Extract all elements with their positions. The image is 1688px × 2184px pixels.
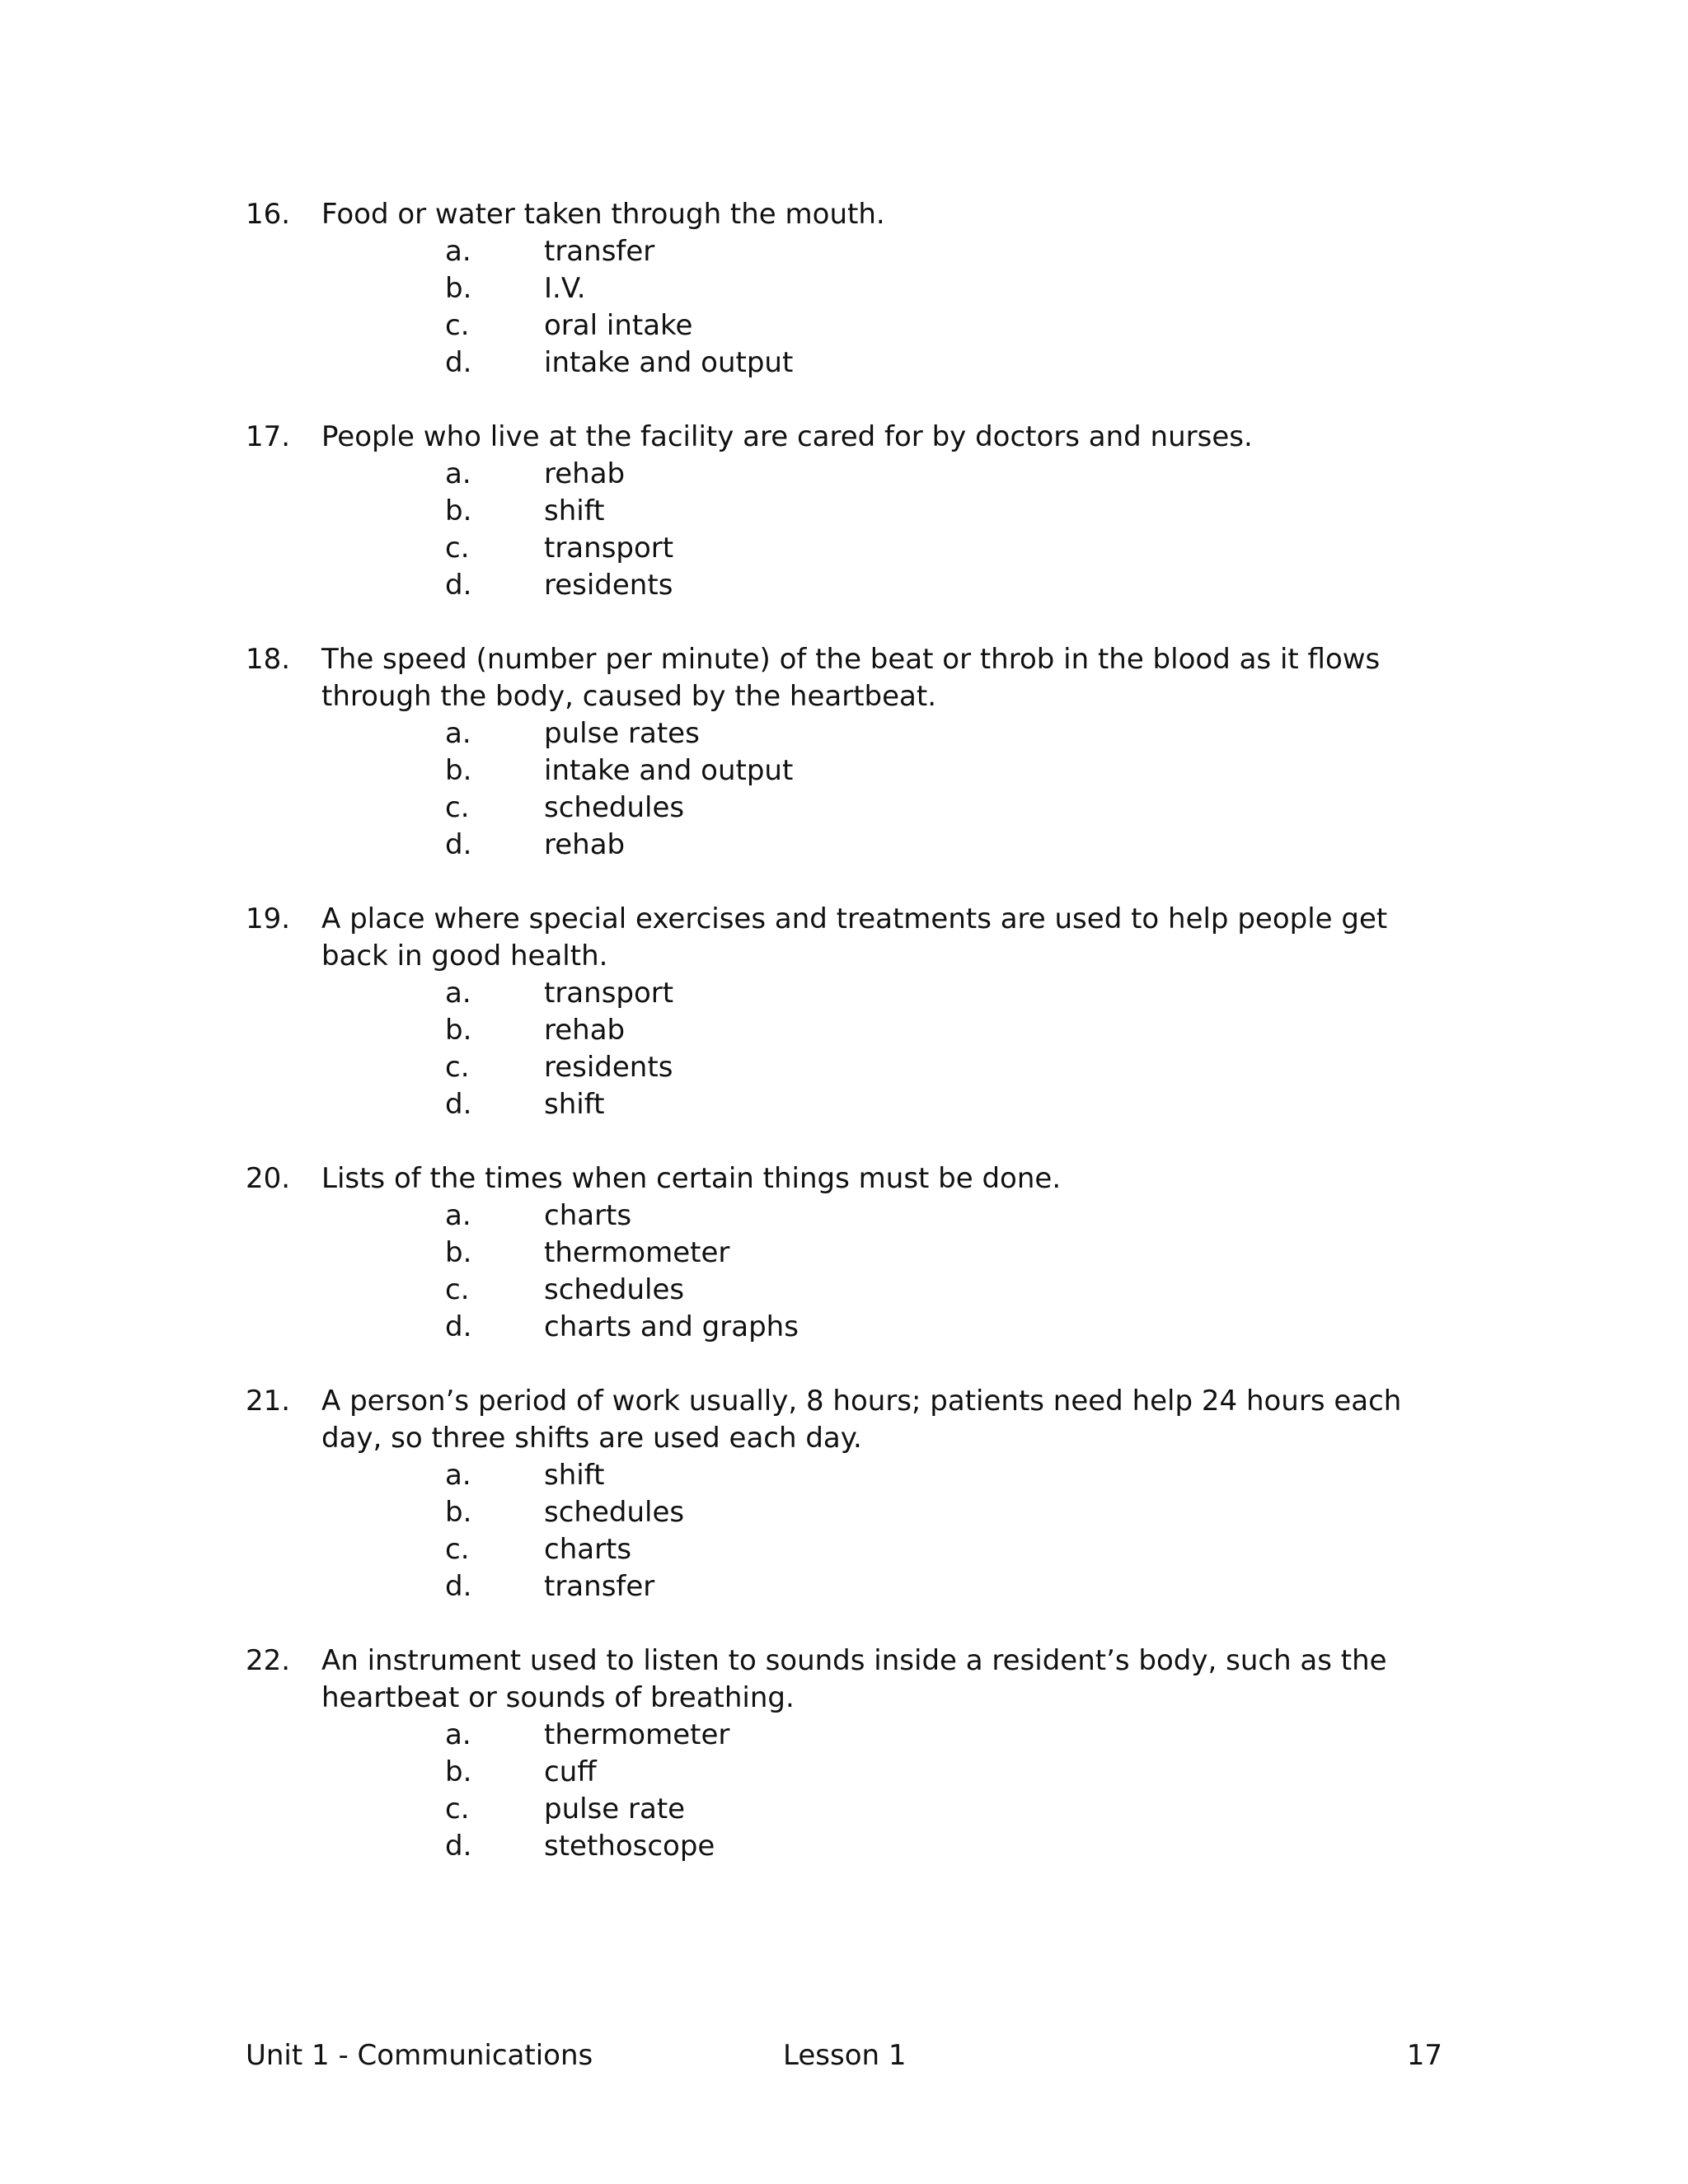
option-letter: a. bbox=[445, 1199, 471, 1232]
option-text: charts bbox=[544, 1199, 632, 1232]
answer-option bbox=[246, 1531, 1457, 1568]
option-text: transport bbox=[544, 977, 674, 1010]
answer-option bbox=[246, 827, 1457, 864]
answer-options bbox=[246, 975, 1457, 1123]
question-stem bbox=[246, 1160, 1457, 1197]
answer-option bbox=[246, 1828, 1457, 1865]
option-text: transfer bbox=[544, 235, 655, 268]
question-item bbox=[246, 641, 1457, 864]
question-item bbox=[246, 1160, 1457, 1346]
question-stem bbox=[246, 419, 1457, 456]
option-text: rehab bbox=[544, 828, 626, 861]
question-item bbox=[246, 419, 1457, 604]
question-list bbox=[246, 196, 1457, 1902]
option-letter: a. bbox=[445, 1718, 471, 1751]
option-text: transfer bbox=[544, 1570, 655, 1603]
question-text: The speed (number per minute) of the beat or throb in the blood as it flows through the body, caused by the heartbeat. bbox=[321, 643, 1381, 713]
option-text: shift bbox=[544, 494, 605, 527]
option-letter: a. bbox=[445, 717, 471, 750]
option-text: transport bbox=[544, 532, 674, 565]
answer-option bbox=[246, 233, 1457, 270]
answer-option bbox=[246, 1791, 1457, 1828]
question-text: Food or water taken through the mouth. bbox=[321, 198, 885, 231]
question-number: 19. bbox=[246, 902, 291, 935]
option-letter: b. bbox=[445, 1014, 472, 1047]
answer-option bbox=[246, 1754, 1457, 1791]
answer-option bbox=[246, 1272, 1457, 1309]
option-letter: d. bbox=[445, 346, 472, 379]
option-text: residents bbox=[544, 1051, 673, 1084]
option-text: rehab bbox=[544, 1014, 626, 1047]
option-letter: d. bbox=[445, 1830, 472, 1863]
option-letter: c. bbox=[445, 791, 470, 824]
answer-option bbox=[246, 752, 1457, 790]
option-text: thermometer bbox=[544, 1718, 730, 1751]
option-letter: a. bbox=[445, 1459, 471, 1492]
option-text: residents bbox=[544, 569, 673, 602]
question-number: 22. bbox=[246, 1644, 291, 1677]
option-letter: c. bbox=[445, 1793, 470, 1825]
question-number: 21. bbox=[246, 1385, 291, 1418]
option-text: charts and graphs bbox=[544, 1310, 799, 1343]
option-letter: b. bbox=[445, 1755, 472, 1788]
option-letter: d. bbox=[445, 1310, 472, 1343]
answer-option bbox=[246, 715, 1457, 752]
option-letter: a. bbox=[445, 977, 471, 1010]
option-text: cuff bbox=[544, 1755, 597, 1788]
answer-option bbox=[246, 975, 1457, 1012]
option-text: pulse rates bbox=[544, 717, 700, 750]
option-text: shift bbox=[544, 1088, 605, 1121]
option-letter: d. bbox=[445, 1088, 472, 1121]
option-text: oral intake bbox=[544, 309, 693, 342]
option-letter: d. bbox=[445, 569, 472, 602]
question-number: 18. bbox=[246, 643, 291, 676]
answer-option bbox=[246, 493, 1457, 530]
answer-option bbox=[246, 1457, 1457, 1494]
option-text: shift bbox=[544, 1459, 605, 1492]
option-letter: c. bbox=[445, 1533, 470, 1566]
option-letter: d. bbox=[445, 1570, 472, 1603]
option-letter: c. bbox=[445, 309, 470, 342]
answer-option bbox=[246, 456, 1457, 493]
answer-option bbox=[246, 307, 1457, 344]
question-item bbox=[246, 901, 1457, 1123]
option-letter: b. bbox=[445, 272, 472, 305]
option-letter: a. bbox=[445, 457, 471, 490]
question-number: 20. bbox=[246, 1162, 291, 1195]
answer-option bbox=[246, 1086, 1457, 1123]
option-text: intake and output bbox=[544, 346, 794, 379]
question-stem bbox=[246, 196, 1457, 233]
option-text: schedules bbox=[544, 791, 685, 824]
answer-options bbox=[246, 1717, 1457, 1865]
option-text: stethoscope bbox=[544, 1830, 715, 1863]
question-number: 16. bbox=[246, 198, 291, 231]
option-text: rehab bbox=[544, 457, 626, 490]
question-text: A place where special exercises and treatments are used to help people get back in good health. bbox=[321, 902, 1388, 972]
question-text: An instrument used to listen to sounds inside a resident’s body, such as the heartbeat or sounds of breathing. bbox=[321, 1644, 1387, 1714]
answer-option bbox=[246, 1494, 1457, 1531]
question-stem bbox=[246, 1643, 1457, 1717]
question-text: A person’s period of work usually, 8 hours; patients need help 24 hours each day, so three shifts are used each day. bbox=[321, 1385, 1402, 1455]
option-text: pulse rate bbox=[544, 1793, 686, 1825]
option-letter: b. bbox=[445, 494, 472, 527]
answer-options bbox=[246, 233, 1457, 382]
question-stem bbox=[246, 1383, 1457, 1457]
option-letter: c. bbox=[445, 532, 470, 565]
option-text: I.V. bbox=[544, 272, 586, 305]
answer-options bbox=[246, 1197, 1457, 1346]
page-footer bbox=[246, 2037, 1442, 2074]
option-letter: b. bbox=[445, 1236, 472, 1269]
option-text: thermometer bbox=[544, 1236, 730, 1269]
answer-option bbox=[246, 567, 1457, 604]
question-stem bbox=[246, 901, 1457, 975]
answer-option bbox=[246, 790, 1457, 827]
answer-option bbox=[246, 344, 1457, 382]
question-item bbox=[246, 1643, 1457, 1865]
answer-option bbox=[246, 530, 1457, 567]
footer-unit: Unit 1 - Communications bbox=[246, 2039, 593, 2072]
question-text: People who live at the facility are cared for by doctors and nurses. bbox=[321, 420, 1253, 453]
answer-option bbox=[246, 1717, 1457, 1754]
answer-option bbox=[246, 1309, 1457, 1346]
option-letter: b. bbox=[445, 1496, 472, 1529]
question-number: 17. bbox=[246, 420, 291, 453]
option-letter: c. bbox=[445, 1273, 470, 1306]
question-item bbox=[246, 1383, 1457, 1605]
option-text: schedules bbox=[544, 1273, 685, 1306]
option-letter: c. bbox=[445, 1051, 470, 1084]
question-stem bbox=[246, 641, 1457, 715]
answer-options bbox=[246, 1457, 1457, 1605]
option-letter: a. bbox=[445, 235, 471, 268]
question-item bbox=[246, 196, 1457, 382]
page-number: 17 bbox=[1406, 2039, 1442, 2072]
answer-option bbox=[246, 270, 1457, 307]
footer-lesson: Lesson 1 bbox=[783, 2039, 907, 2072]
question-text: Lists of the times when certain things must be done. bbox=[321, 1162, 1062, 1195]
option-text: schedules bbox=[544, 1496, 685, 1529]
answer-option bbox=[246, 1197, 1457, 1235]
answer-option bbox=[246, 1012, 1457, 1049]
option-letter: b. bbox=[445, 754, 472, 787]
option-letter: d. bbox=[445, 828, 472, 861]
answer-option bbox=[246, 1049, 1457, 1086]
answer-options bbox=[246, 715, 1457, 864]
option-text: intake and output bbox=[544, 754, 794, 787]
option-text: charts bbox=[544, 1533, 632, 1566]
answer-option bbox=[246, 1568, 1457, 1605]
answer-options bbox=[246, 456, 1457, 604]
answer-option bbox=[246, 1235, 1457, 1272]
